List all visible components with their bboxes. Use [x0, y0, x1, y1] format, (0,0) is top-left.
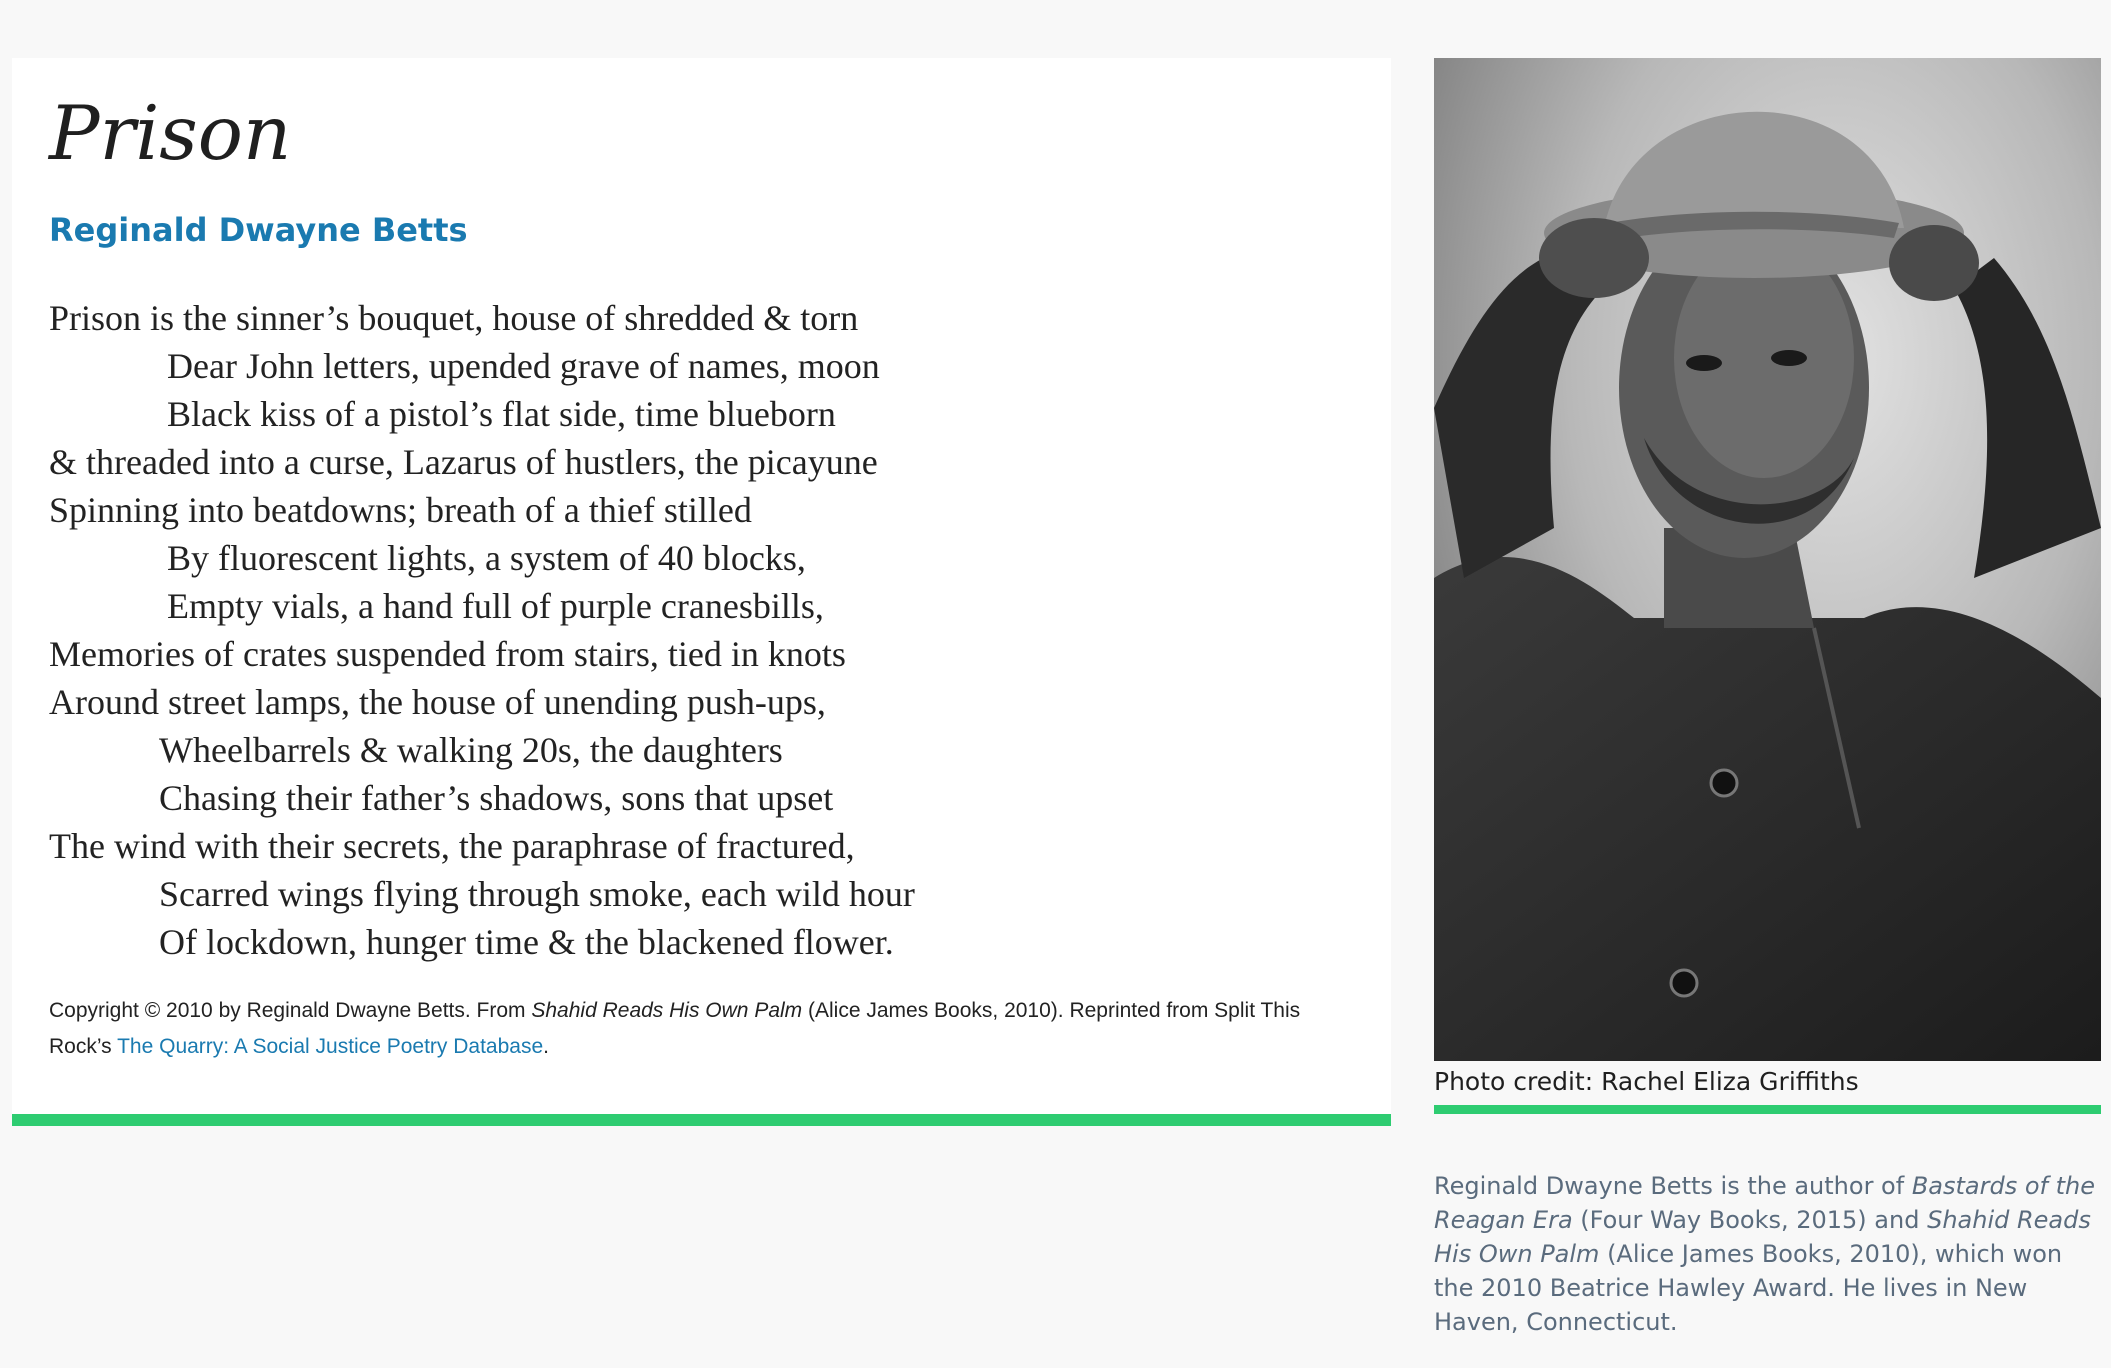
poem-line: The wind with their secrets, the paraphrase of fractured,	[49, 826, 855, 866]
copyright-notice	[49, 993, 1349, 1065]
poem-line: Memories of crates suspended from stairs, tied in knots	[49, 634, 846, 674]
poem-title: Prison	[49, 89, 292, 177]
bio-text-3: (Alice James Books, 2010), which won the 2010 Beatrice Hawley Award. He lives in New Haven, Connecticut.	[1434, 1240, 2063, 1336]
copyright-middle: (Alice James Books, 2010). Reprinted from Split This Rock’s	[49, 999, 1301, 1058]
author-photo	[1434, 58, 2101, 1061]
divider	[1434, 1105, 2101, 1114]
author-bio	[1434, 1169, 2106, 1339]
poem-line: Empty vials, a hand full of purple cranesbills,	[167, 586, 824, 626]
bio-book-2: Shahid Reads His Own Palm	[1434, 1206, 2091, 1268]
copyright-prefix: Copyright © 2010 by Reginald Dwayne Betts. From	[49, 999, 532, 1022]
bio-text-1: Reginald Dwayne Betts is the author of	[1434, 1172, 1912, 1200]
poem-line: Chasing their father’s shadows, sons that upset	[159, 778, 834, 818]
poem-line: Around street lamps, the house of unending push-ups,	[49, 682, 826, 722]
poem-card	[12, 58, 1391, 1126]
poem-line: By fluorescent lights, a system of 40 blocks,	[167, 538, 806, 578]
poem-line: Scarred wings flying through smoke, each wild hour	[159, 874, 915, 914]
bio-text-2: (Four Way Books, 2015) and	[1572, 1206, 1928, 1234]
copyright-book-title: Shahid Reads His Own Palm	[531, 999, 803, 1022]
poem-body	[49, 294, 915, 966]
photo-credit: Photo credit: Rachel Eliza Griffiths	[1434, 1067, 1859, 1096]
poem-line: Dear John letters, upended grave of names, moon	[167, 346, 880, 386]
poem-author-link[interactable]: Reginald Dwayne Betts	[49, 211, 468, 249]
author-portrait-image	[1434, 58, 2101, 1061]
quarry-database-link[interactable]: The Quarry: A Social Justice Poetry Database	[117, 1035, 544, 1058]
poem-line: Spinning into beatdowns; breath of a thief stilled	[49, 490, 752, 530]
poem-line: Wheelbarrels & walking 20s, the daughters	[159, 730, 783, 770]
poem-line: & threaded into a curse, Lazarus of hustlers, the picayune	[49, 442, 878, 482]
bio-book-1: Bastards of the Reagan Era	[1434, 1172, 2096, 1234]
poem-line: Black kiss of a pistol’s flat side, time blueborn	[167, 394, 836, 434]
poem-line: Of lockdown, hunger time & the blackened flower.	[159, 922, 894, 962]
copyright-suffix: .	[543, 1035, 549, 1058]
poem-line: Prison is the sinner’s bouquet, house of shredded & torn	[49, 298, 859, 338]
